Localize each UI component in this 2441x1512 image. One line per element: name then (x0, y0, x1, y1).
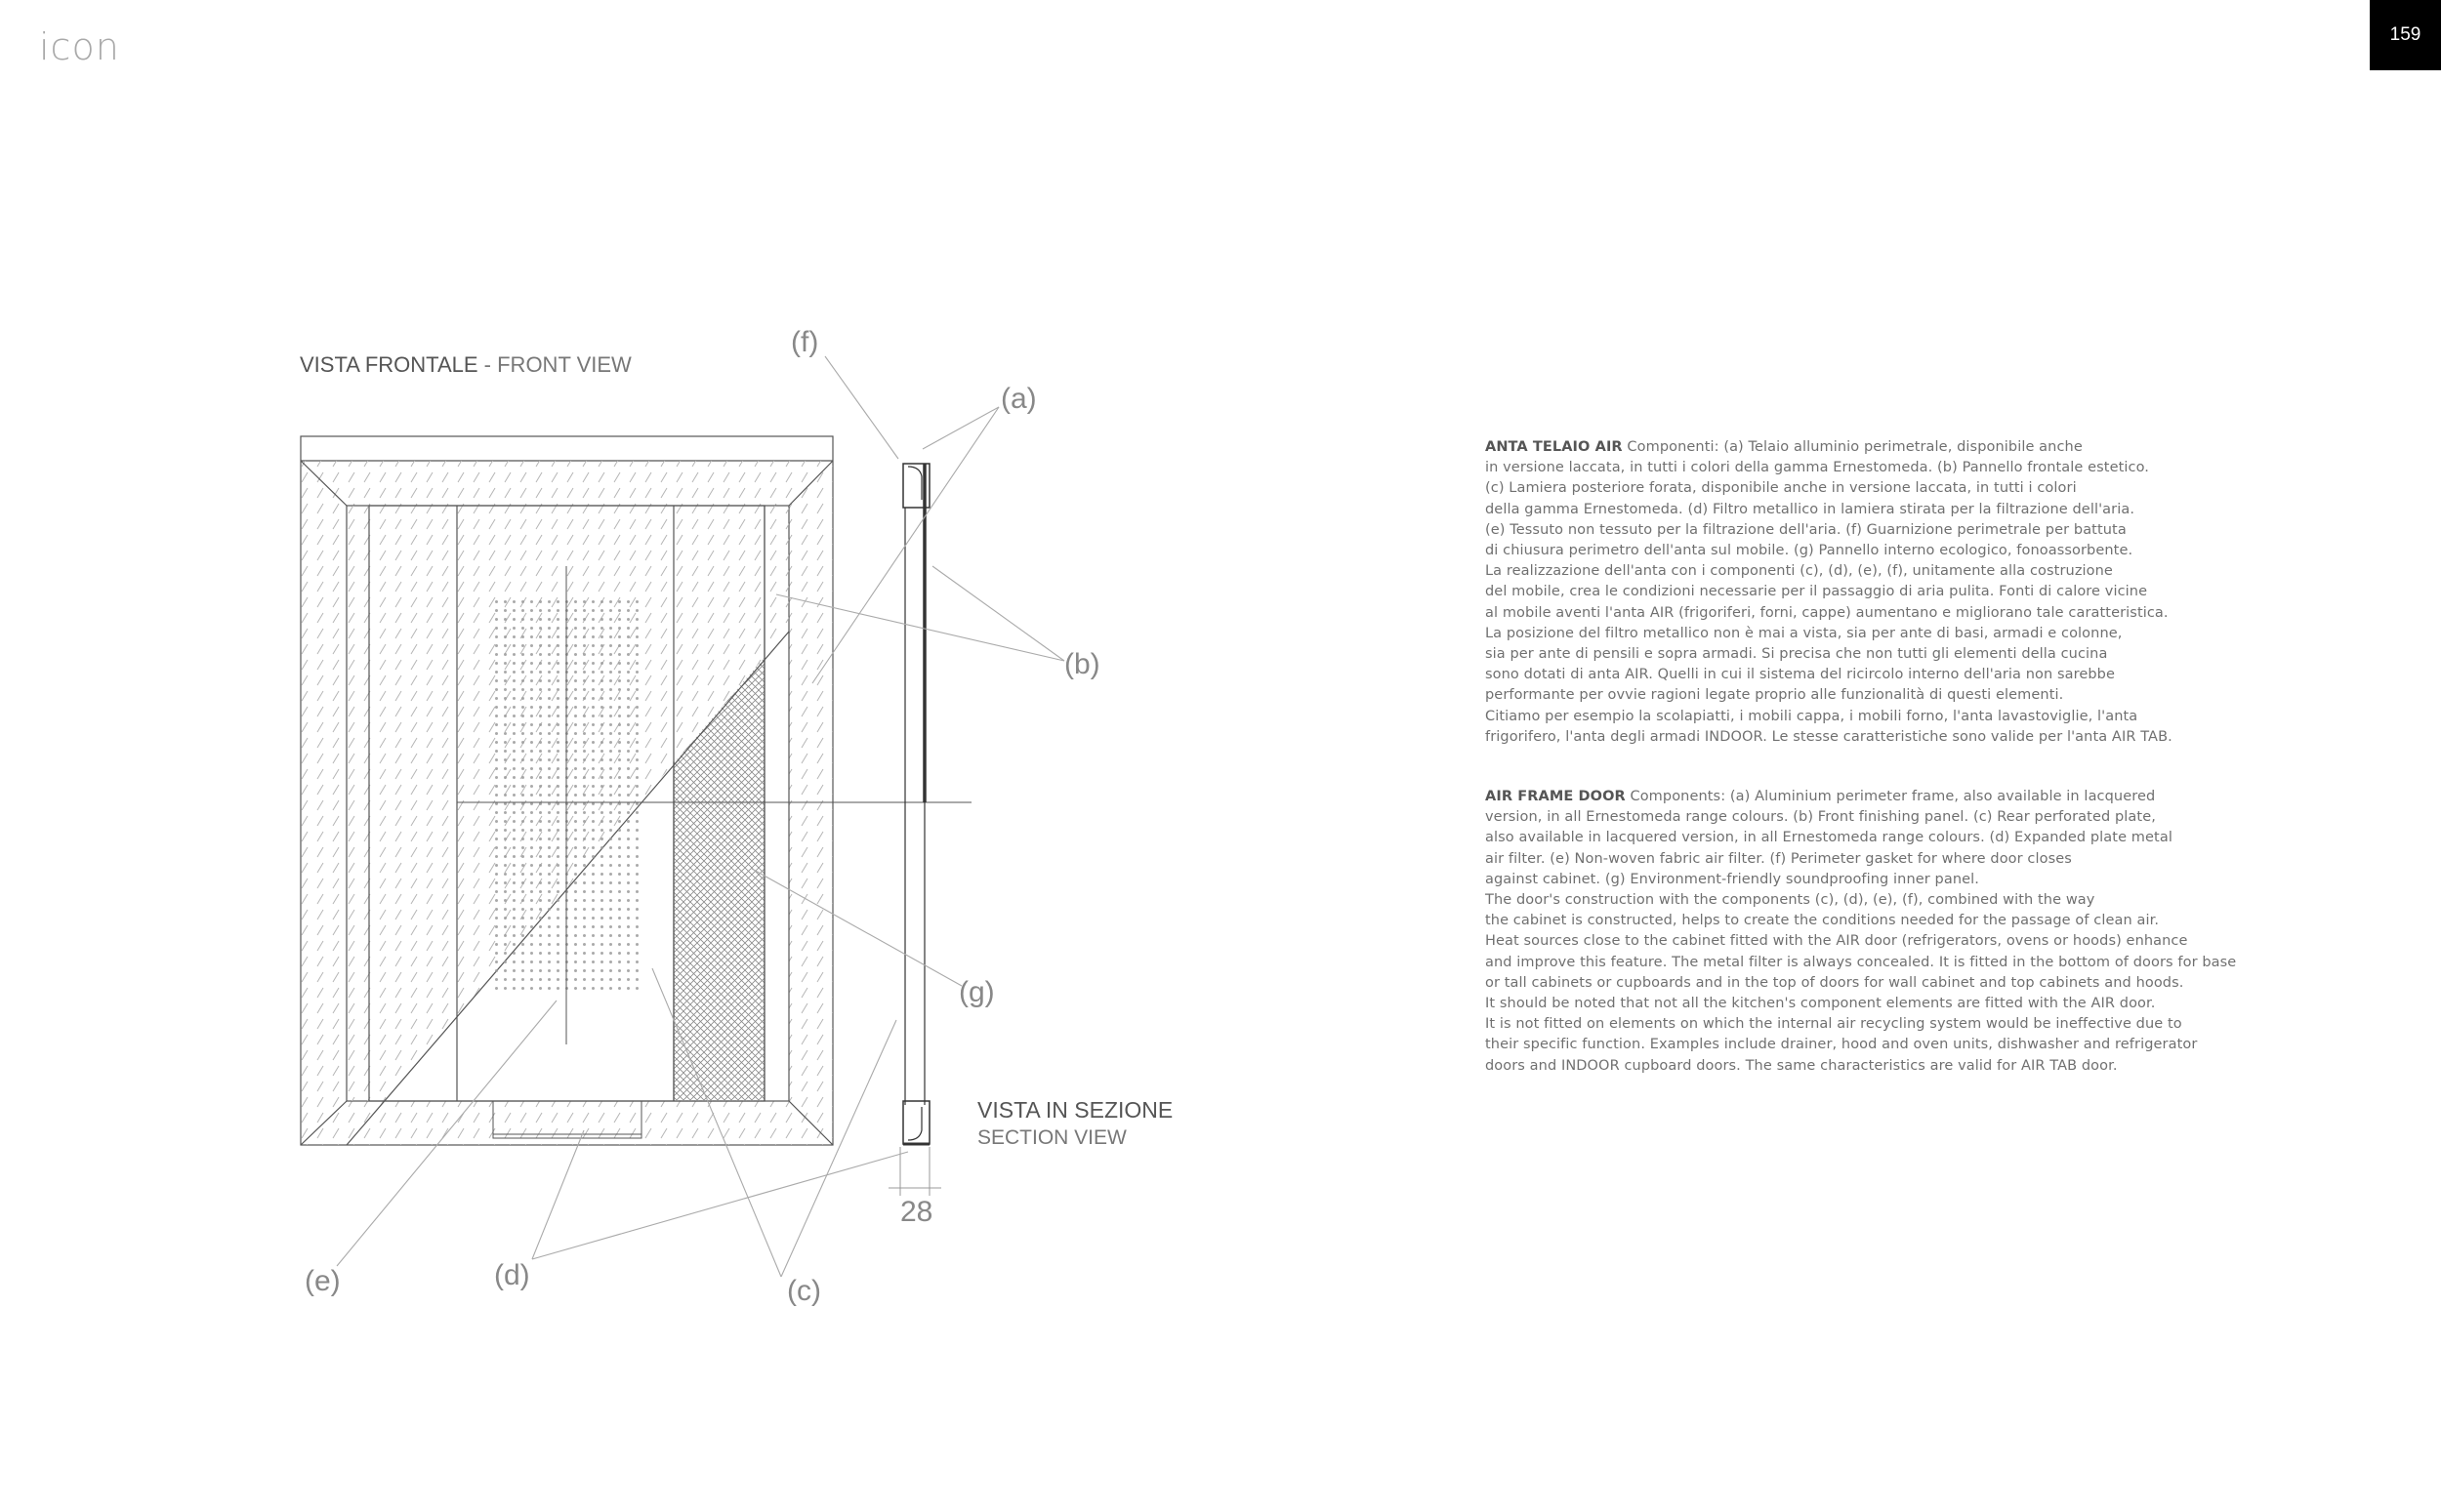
english-heading: AIR FRAME DOOR (1485, 789, 1626, 804)
italian-line: di chiusura perimetro dell'anta sul mobile. (g) Pannello interno ecologico, fonoassorbente. (1485, 543, 2133, 559)
italian-line: (e) Tessuto non tessuto per la filtrazione dell'aria. (f) Guarnizione perimetrale per battuta (1485, 521, 2127, 538)
italian-line: sia per ante di pensili e sopra armadi. Si precisa che non tutti gli elementi della cucina (1485, 646, 2108, 663)
english-line: their specific function. Examples include drainer, hood and oven units, dishwasher and refrigerator (1485, 1037, 2198, 1053)
brand-logo: icon (39, 25, 120, 68)
english-line: The door's construction with the components (c), (d), (e), (f), combined with the way (1485, 892, 2095, 909)
italian-line: frigorifero, l'anta degli armadi INDOOR. Le stesse caratteristiche sono valide per l'anta AIR TAB. (1485, 728, 2172, 745)
english-line: version, in all Ernestomeda range colours. (b) Front finishing panel. (c) Rear perforated plate, (1485, 809, 2156, 826)
english-line: doors and INDOOR cupboard doors. The same characteristics are valid for AIR TAB door. (1485, 1057, 2118, 1074)
front-view (301, 436, 972, 1145)
dimension-label: 28 (900, 1196, 933, 1228)
label-g: (g) (959, 976, 995, 1008)
label-d: (d) (494, 1259, 530, 1291)
italian-line: La realizzazione dell'anta con i componenti (c), (d), (e), (f), unitamente alla costruzione (1485, 563, 2113, 580)
italian-line: Citiamo per esempio la scolapiatti, i mobili cappa, i mobili forno, l'anta lavastoviglie, l'anta (1485, 708, 2138, 724)
label-b: (b) (1064, 648, 1100, 680)
italian-line: in versione laccata, in tutti i colori della gamma Ernestomeda. (b) Pannello frontale estetico. (1485, 460, 2150, 476)
label-a: (a) (1001, 383, 1037, 415)
label-c: (c) (787, 1275, 821, 1307)
english-line: against cabinet. (g) Environment-friendly soundproofing inner panel. (1485, 871, 1979, 887)
english-line: the cabinet is constructed, helps to create the conditions needed for the passage of clean air. (1485, 913, 2160, 929)
section-view-title: VISTA IN SEZIONE (977, 1097, 1174, 1123)
italian-line: del mobile, crea le condizioni necessarie per il passaggio di aria pulita. Fonti di calore vicine (1485, 584, 2148, 600)
front-view-title: VISTA FRONTALE - FRONT VIEW (300, 352, 632, 377)
italian-heading: ANTA TELAIO AIR (1485, 439, 1623, 455)
italian-line: ANTA TELAIO AIR Componenti: (a) Telaio alluminio perimetrale, disponibile anche (1485, 439, 2083, 455)
english-line: Heat sources close to the cabinet fitted with the AIR door (refrigerators, ovens or hoods) enhance (1485, 933, 2188, 950)
english-line: and improve this feature. The metal filter is always concealed. It is fitted in the bottom of doors for base (1485, 954, 2237, 970)
italian-line: sono dotati di anta AIR. Quelli in cui il sistema del ricircolo interno dell'aria non sarebbe (1485, 667, 2115, 683)
italian-line: performante per ovvie ragioni legate proprio alle funzionalità di questi elementi. (1485, 687, 2064, 704)
english-line: It is not fitted on elements on which the internal air recycling system would be ineffective due to (1485, 1016, 2182, 1033)
italian-line: La posizione del filtro metallico non è mai a vista, sia per ante di basi, armadi e colonne, (1485, 625, 2123, 641)
label-e: (e) (305, 1265, 341, 1297)
italian-line: (c) Lamiera posteriore forata, disponibile anche in versione laccata, in tutti i colori (1485, 480, 2077, 497)
label-f: (f) (791, 326, 819, 358)
english-line: AIR FRAME DOOR Components: (a) Aluminium perimeter frame, also available in lacquered (1485, 789, 2156, 804)
italian-line: al mobile aventi l'anta AIR (frigoriferi, forni, cappe) aumentano e migliorano tale caratteristica. (1485, 604, 2169, 621)
section-view (889, 464, 941, 1196)
page-number: 159 (2370, 0, 2441, 70)
section-view-subtitle: SECTION VIEW (977, 1126, 1127, 1149)
italian-description (1485, 437, 2286, 748)
english-line: air filter. (e) Non-woven fabric air filter. (f) Perimeter gasket for where door closes (1485, 850, 2072, 867)
english-line: also available in lacquered version, in all Ernestomeda range colours. (d) Expanded plate metal (1485, 830, 2172, 846)
italian-line: della gamma Ernestomeda. (d) Filtro metallico in lamiera stirata per la filtrazione dell'aria. (1485, 501, 2135, 517)
english-line: or tall cabinets or cupboards and in the top of doors for wall cabinet and top cabinets and hoods. (1485, 974, 2184, 991)
english-line: It should be noted that not all the kitchen's component elements are fitted with the AIR door. (1485, 996, 2156, 1012)
english-description (1485, 787, 2286, 1077)
